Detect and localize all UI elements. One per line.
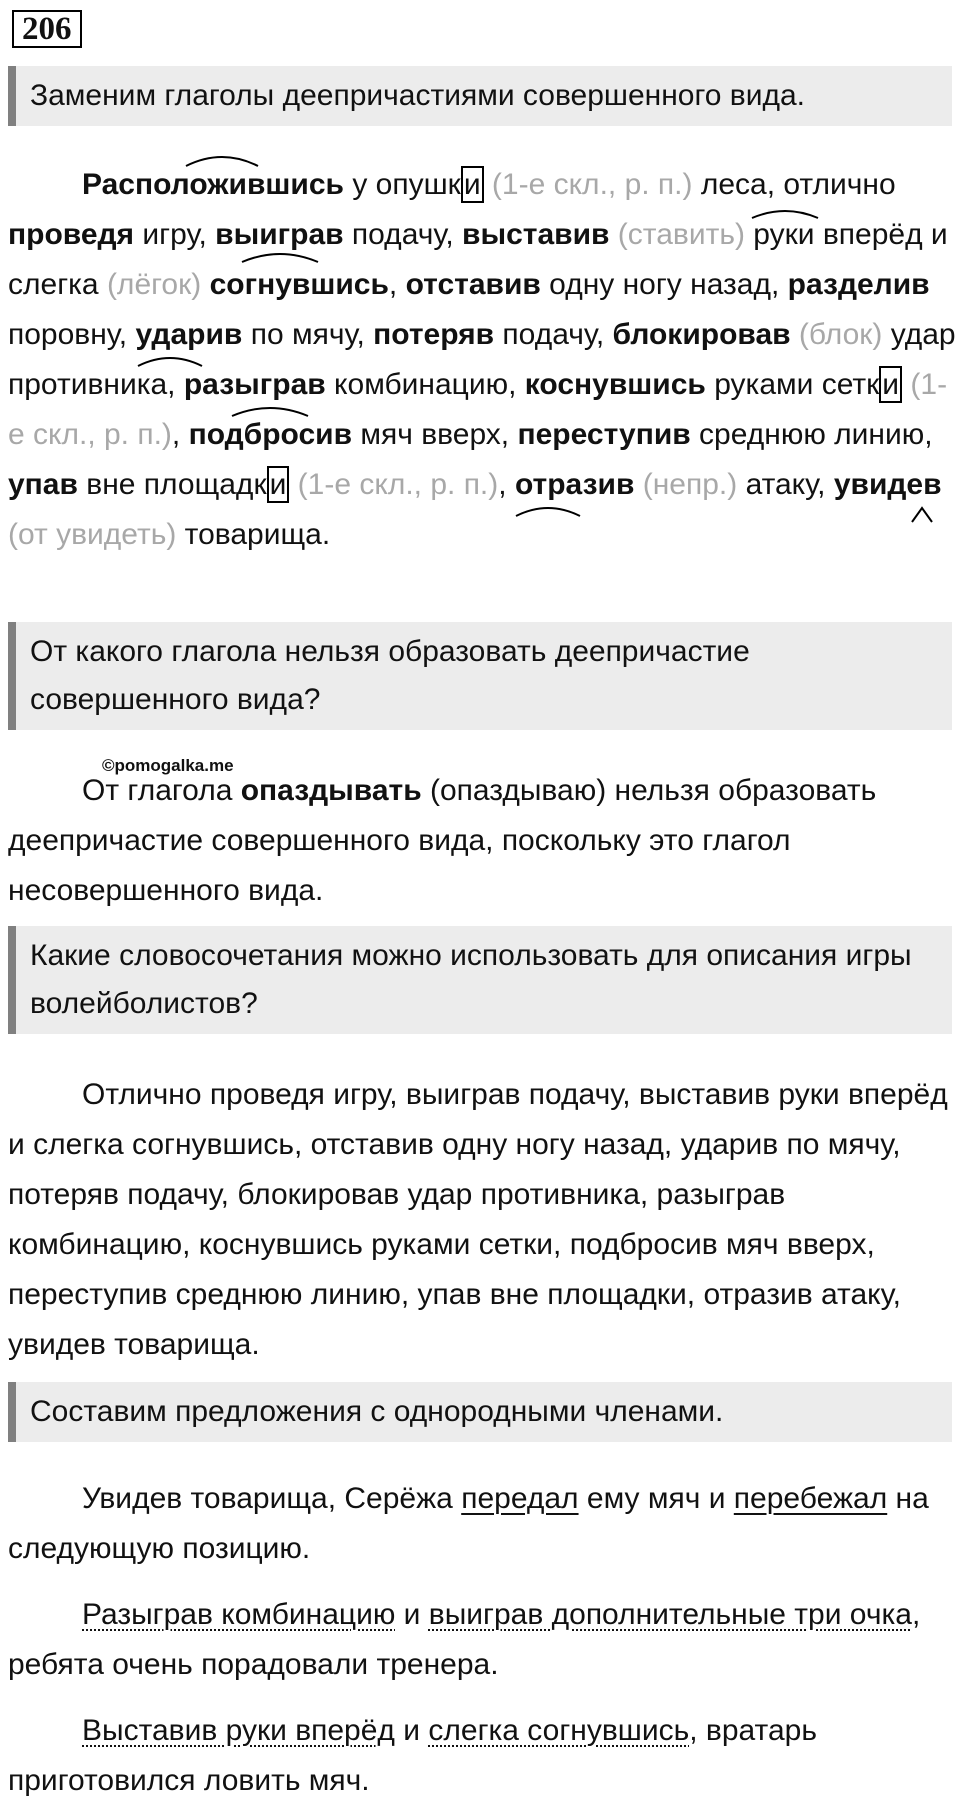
ending-box: и	[267, 466, 290, 503]
text-run: комбинацию,	[325, 368, 525, 401]
task-heading-2: От какого глагола нельзя образовать деепричастие совершенного вида?	[8, 622, 952, 730]
grammar-note: (1-е скл., р. п.)	[8, 368, 948, 451]
task1-paragraph	[8, 160, 956, 560]
grammar-note: (блок)	[790, 318, 883, 351]
task-heading-3: Какие словосочетания можно использовать для описания игры волейболистов?	[8, 926, 952, 1034]
gerund-phrase-underlined: слегка согнувшись	[428, 1714, 690, 1747]
gerund-word: отразив	[514, 468, 635, 501]
text-run: одну ногу назад,	[540, 268, 788, 301]
text-run: От глагола	[82, 774, 241, 807]
gerund-word: разыграв	[183, 368, 326, 401]
verb-word: опаздывать	[240, 774, 422, 807]
text-run: леса, отлично	[692, 168, 896, 201]
gerund-word: отставив	[405, 268, 541, 301]
task-heading-4: Составим предложения с однородными членами.	[8, 1382, 952, 1442]
text-run: по мячу,	[242, 318, 374, 351]
text-run: , вратарь приготовился ловить мяч.	[8, 1714, 817, 1797]
text-run: ,	[388, 268, 406, 301]
text-run: (опаздываю) нельзя образовать деепричастие совершенного вида, поскольку это глагол несовершенного вида.	[8, 774, 877, 907]
text-run: руками сетк	[705, 368, 880, 401]
ending-box: и	[461, 166, 484, 203]
gerund-phrase-underlined: выиграв дополнительные три очка	[428, 1598, 912, 1631]
gerund-word: разделив	[787, 268, 930, 301]
text-run: подачу,	[494, 318, 613, 351]
text-run: у опушк	[344, 168, 461, 201]
gerund-word: выставив	[462, 218, 610, 251]
ending-box: и	[879, 366, 902, 403]
gerund-word: переступив	[517, 418, 691, 451]
text-run: товарища.	[176, 518, 331, 551]
sentence-2	[8, 1590, 956, 1690]
predicate-underlined: передал	[461, 1482, 579, 1515]
grammar-note: (ставить)	[609, 218, 745, 251]
text-run: ,	[171, 418, 189, 451]
gerund-word: блокировав	[612, 318, 791, 351]
task3-answer: Отлично проведя игру, выиграв подачу, выставив руки вперёд и слегка согнувшись, отставив одну ногу назад, ударив по мячу, потеряв подачу, блокировав удар противника, разыграв комбинацию, коснувшись руками сетки, подбросив мяч вверх, переступив среднюю линию, упав вне площадки, отразив атаку, увидев товарища.	[8, 1078, 948, 1361]
gerund-word: увидев	[833, 468, 942, 501]
task2-answer	[8, 766, 956, 916]
gerund-word: упав	[8, 468, 78, 501]
gerund-phrase-underlined: Выставив руки вперёд	[82, 1714, 395, 1747]
grammar-note: (1-е скл., р. п.)	[289, 468, 499, 501]
gerund-word: ударив	[135, 318, 243, 351]
gerund-word: согнувшись	[209, 268, 389, 301]
text-run: , ребята очень порадовали тренера.	[8, 1598, 921, 1681]
grammar-note: (от увидеть)	[8, 518, 177, 551]
gerund-word: проведя	[8, 218, 135, 251]
grammar-note: (1-е скл., р. п.)	[483, 168, 693, 201]
gerund-word: потеряв	[373, 318, 495, 351]
text-run: мяч вверх,	[352, 418, 518, 451]
task-heading-1: Заменим глаголы деепричастиями совершенного вида.	[8, 66, 952, 126]
exercise-number: 206	[12, 10, 82, 48]
text-run: и	[395, 1598, 429, 1631]
predicate-underlined: перебежал	[733, 1482, 888, 1515]
gerund-word: коснувшись	[524, 368, 706, 401]
text-run: поровну,	[8, 318, 136, 351]
text-run	[201, 268, 209, 301]
gerund-phrase-underlined: Разыграв комбинацию	[82, 1598, 396, 1631]
site-credit: ©pomogalka.me	[102, 756, 234, 775]
text-run: подачу,	[343, 218, 463, 251]
grammar-note: (непр.)	[634, 468, 738, 501]
text-run: среднюю линию,	[690, 418, 933, 451]
sentence-3	[8, 1706, 956, 1806]
text-run: атаку,	[737, 468, 834, 501]
text-run: руки вперёд и слегка	[8, 218, 948, 301]
text-run: удар противника,	[8, 318, 956, 401]
text-run: ,	[498, 468, 515, 501]
text-run: вне площадк	[77, 468, 267, 501]
text-run: игру,	[134, 218, 216, 251]
text-run: и	[394, 1714, 429, 1747]
text-run: на следующую позицию.	[8, 1482, 929, 1565]
text-run: ему мяч и	[578, 1482, 734, 1515]
gerund-word: выиграв	[215, 218, 344, 251]
sentence-1	[8, 1474, 956, 1574]
gerund-word: подбросив	[188, 418, 353, 451]
gerund-word: Расположившись	[82, 168, 345, 201]
grammar-note: (лёгок)	[98, 268, 202, 301]
text-run: Увидев товарища, Серёжа	[82, 1482, 462, 1515]
